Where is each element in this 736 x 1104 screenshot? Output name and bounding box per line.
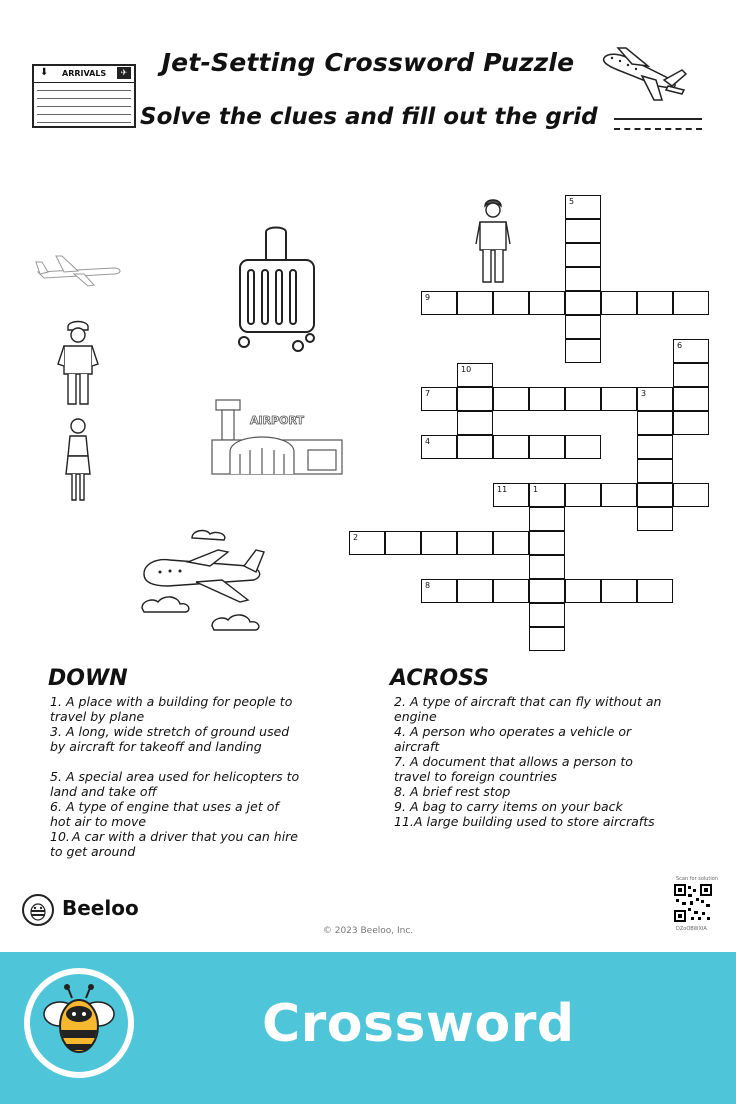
grid-cell[interactable] [493, 531, 529, 555]
grid-cell[interactable] [565, 195, 601, 219]
grid-cell[interactable] [529, 507, 565, 531]
page-title: Jet-Setting Crossword Puzzle [161, 48, 575, 77]
grid-cell[interactable] [673, 387, 709, 411]
clue-down-5: 5. A special area used for helicopters to land and take off [50, 769, 300, 799]
grid-cell[interactable] [673, 363, 709, 387]
clue-down-10: 10. A car with a driver that you can hire to get around [50, 829, 298, 859]
down-arrow-icon: ⬇ [40, 67, 49, 78]
grid-cell[interactable] [673, 339, 709, 363]
grid-cell[interactable] [421, 531, 457, 555]
grid-cell[interactable] [421, 291, 457, 315]
grid-cell[interactable] [565, 219, 601, 243]
grid-cell[interactable] [457, 579, 493, 603]
clue-number: 3 [641, 389, 647, 398]
grid-cell[interactable] [529, 483, 565, 507]
clue-across-8: 8. A brief rest stop [394, 784, 511, 799]
grid-cell[interactable] [637, 459, 673, 483]
clue-number: 9 [425, 293, 431, 302]
qr-caption: Scan for solution [676, 876, 719, 882]
grid-cell[interactable] [637, 483, 673, 507]
grid-cell[interactable] [565, 387, 601, 411]
grid-cell[interactable] [565, 435, 601, 459]
grid-cell[interactable] [565, 291, 601, 315]
grid-cell[interactable] [565, 339, 601, 363]
clue-number: 6 [677, 341, 683, 350]
bee-logo-icon [22, 894, 54, 926]
grid-cell[interactable] [493, 435, 529, 459]
grid-cell[interactable] [565, 483, 601, 507]
grid-cell[interactable] [421, 387, 457, 411]
clue-down-1: 1. A place with a building for people to travel by plane [50, 694, 293, 724]
grid-cell[interactable] [637, 507, 673, 531]
grid-cell[interactable] [529, 531, 565, 555]
clue-across-11: 11.A large building used to store aircrafts [394, 814, 655, 829]
grid-cell[interactable] [529, 579, 565, 603]
grid-cell[interactable] [565, 579, 601, 603]
clue-across-9: 9. A bag to carry items on your back [394, 799, 623, 814]
arrivals-label: ARRIVALS [62, 69, 107, 78]
grid-cell[interactable] [529, 627, 565, 651]
grid-cell[interactable] [673, 411, 709, 435]
qr-code[interactable] [674, 884, 712, 922]
page-subtitle: Solve the clues and fill out the grid [140, 104, 598, 130]
copyright: © 2023 Beeloo, Inc. [322, 926, 414, 936]
clue-across-4: 4. A person who operates a vehicle or aircraft [394, 724, 632, 754]
bee-mascot-icon [24, 968, 134, 1078]
grid-cell[interactable] [457, 387, 493, 411]
clue-across-7: 7. A document that allows a person to travel to foreign countries [394, 754, 633, 784]
clue-number: 2 [353, 533, 359, 542]
grid-cell[interactable] [457, 291, 493, 315]
grid-cell[interactable] [421, 435, 457, 459]
brand-name: Beeloo [62, 896, 139, 920]
across-heading: ACROSS [390, 666, 490, 691]
clue-down-6: 6. A type of engine that uses a jet of hot air to move [50, 799, 279, 829]
grid-cell[interactable] [529, 435, 565, 459]
grid-cell[interactable] [565, 267, 601, 291]
airport-sign: AIRPORT [250, 414, 304, 427]
grid-cell[interactable] [637, 579, 673, 603]
grid-cell[interactable] [457, 435, 493, 459]
clue-down-3: 3. A long, wide stretch of ground used by aircraft for takeoff and landing [50, 724, 290, 754]
grid-cell[interactable] [673, 291, 709, 315]
grid-cell[interactable] [601, 579, 637, 603]
grid-cell[interactable] [385, 531, 421, 555]
clue-number: 11 [497, 485, 508, 494]
grid-cell[interactable] [673, 483, 709, 507]
grid-cell[interactable] [529, 291, 565, 315]
grid-cell[interactable] [565, 315, 601, 339]
clue-across-2: 2. A type of aircraft that can fly without an engine [394, 694, 662, 724]
grid-cell[interactable] [637, 291, 673, 315]
clue-number: 8 [425, 581, 431, 590]
grid-cell[interactable] [421, 579, 457, 603]
grid-cell[interactable] [637, 435, 673, 459]
grid-cell[interactable] [493, 291, 529, 315]
grid-cell[interactable] [565, 243, 601, 267]
grid-cell[interactable] [493, 579, 529, 603]
grid-cell[interactable] [493, 387, 529, 411]
grid-cell[interactable] [457, 531, 493, 555]
grid-cell[interactable] [529, 555, 565, 579]
clue-number: 7 [425, 389, 431, 398]
down-heading: DOWN [48, 666, 128, 691]
grid-cell[interactable] [349, 531, 385, 555]
grid-cell[interactable] [493, 483, 529, 507]
plane-icon: ✈ [117, 67, 131, 79]
grid-cell[interactable] [529, 603, 565, 627]
clue-number: 10 [461, 365, 472, 374]
grid-cell[interactable] [601, 483, 637, 507]
grid-cell[interactable] [601, 291, 637, 315]
clue-number: 1 [533, 485, 539, 494]
grid-cell[interactable] [601, 387, 637, 411]
grid-cell[interactable] [529, 387, 565, 411]
grid-cell[interactable] [637, 387, 673, 411]
qr-code-id: DZoOBWXIA [676, 926, 707, 932]
qr-block [668, 876, 718, 936]
grid-cell[interactable] [457, 363, 493, 387]
banner-title: Crossword [262, 994, 575, 1054]
clue-number: 5 [569, 197, 575, 206]
clue-number: 4 [425, 437, 431, 446]
grid-cell[interactable] [457, 411, 493, 435]
grid-cell[interactable] [637, 411, 673, 435]
